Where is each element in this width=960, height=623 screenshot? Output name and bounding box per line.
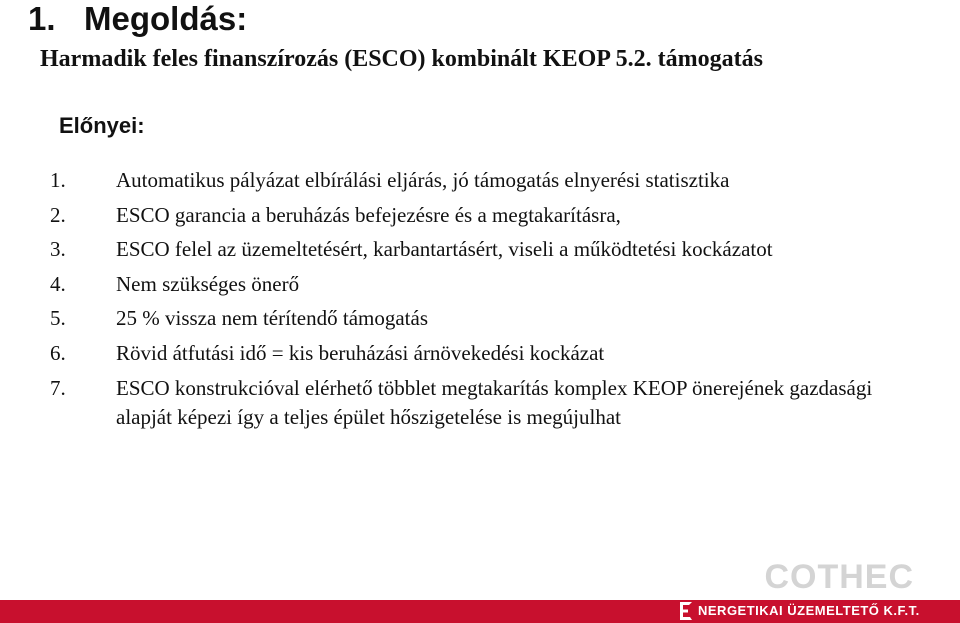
list-item-number: 6. (50, 340, 66, 365)
slide-subtitle: Harmadik feles finanszírozás (ESCO) kombinált KEOP 5.2. támogatás (40, 46, 763, 72)
list-item-number: 5. (50, 306, 66, 330)
list-item-text: Rövid átfutási idő = kis beruházási árnövekedési kockázat (116, 340, 605, 365)
list-item (50, 374, 930, 432)
company-logo: COTHEC (764, 558, 914, 596)
list-item-text: 25 % vissza nem térítendő támogatás (116, 306, 428, 330)
footer-tagline: NERGETIKAI ÜZEMELTETŐ K.F.T. (698, 603, 920, 618)
slide-title-text: Megoldás: (84, 0, 248, 37)
slide-number: 1. (28, 0, 56, 37)
list-item (50, 232, 930, 267)
list-item (50, 267, 930, 302)
list-item-text: ESCO garancia a beruházás befejezésre és a megtakarításra, (116, 202, 621, 227)
list-item (50, 163, 930, 198)
list-item-number: 1. (50, 168, 66, 192)
company-e-logo-icon (680, 602, 692, 620)
advantages-list (50, 163, 930, 432)
list-item-text: ESCO konstrukcióval elérhető többlet megtakarítás komplex KEOP önerejének gazdasági alapját képezi így a teljes épület hőszigetelése is megújulhat (116, 376, 873, 429)
advantages-heading: Előnyei: (59, 113, 145, 138)
list-item-text: Nem szükséges önerő (116, 271, 300, 296)
list-item-number: 3. (50, 237, 66, 261)
list-item-text: Automatikus pályázat elbírálási eljárás, jó támogatás elnyerési statisztika (116, 168, 730, 192)
list-item (50, 336, 930, 371)
list-item-number: 7. (50, 376, 66, 400)
list-item-number: 4. (50, 271, 66, 296)
list-item (50, 198, 930, 233)
list-item-number: 2. (50, 202, 66, 227)
slide-title (28, 0, 247, 38)
list-item (50, 301, 930, 336)
list-item-text: ESCO felel az üzemeltetésért, karbantartásért, viseli a működtetési kockázatot (116, 237, 773, 261)
